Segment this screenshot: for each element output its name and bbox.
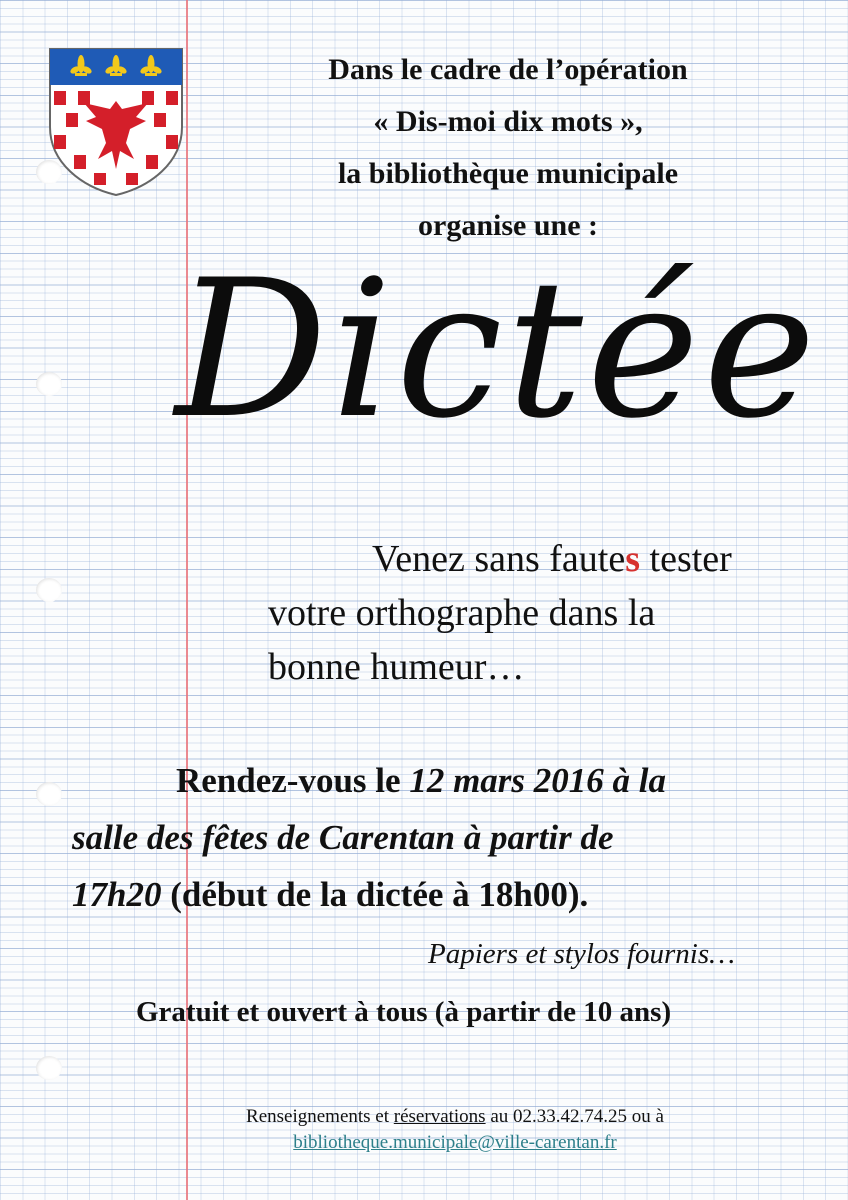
event-start-note: (début de la dictée à 18h00). — [161, 875, 589, 914]
event-details — [72, 752, 772, 923]
invitation-text — [268, 532, 838, 694]
event-line — [72, 752, 772, 809]
reservations-text: réservations — [393, 1106, 486, 1127]
intro-line: « Dis-moi dix mots », — [373, 105, 643, 138]
invitation-line: bonne humeur… — [268, 646, 525, 688]
intro-text — [228, 44, 788, 252]
contact-line — [150, 1104, 760, 1130]
email-link[interactable]: bibliotheque.municipale@ville-carentan.fr — [293, 1132, 617, 1153]
intro-line: la bibliothèque municipale — [337, 157, 679, 190]
event-line — [72, 866, 772, 923]
binder-hole — [36, 372, 62, 396]
contact-phone: au 02.33.42.74.25 ou à — [485, 1106, 664, 1127]
page-title: Dictée — [175, 239, 820, 460]
invitation-line: votre orthographe dans la — [268, 592, 656, 634]
intro-line: Dans le cadre de l’opération — [328, 53, 688, 86]
event-time: 17h20 — [72, 875, 162, 914]
contact-line — [150, 1130, 760, 1156]
event-venue: salle des fêtes de Carentan à partir de — [72, 818, 614, 857]
binder-hole — [36, 1056, 62, 1080]
event-date: 12 mars 2016 à la — [409, 761, 667, 800]
contact-prefix: Renseignements et — [246, 1106, 394, 1127]
invitation-line — [268, 532, 838, 586]
binder-hole — [36, 578, 62, 602]
invitation-text-part: tester — [640, 538, 732, 580]
binder-hole — [36, 782, 62, 806]
corrected-letter: s — [625, 538, 641, 580]
contact-info — [150, 1104, 760, 1156]
event-label: Rendez-vous le — [176, 761, 410, 800]
invitation-text-part: Venez sans faute — [372, 538, 626, 580]
coat-of-arms-icon — [48, 47, 184, 197]
intro-line: organise une : — [418, 209, 598, 242]
supplies-note: Papiers et stylos fournis… — [428, 938, 735, 970]
admission-note: Gratuit et ouvert à tous (à partir de 10 ans) — [136, 996, 672, 1028]
